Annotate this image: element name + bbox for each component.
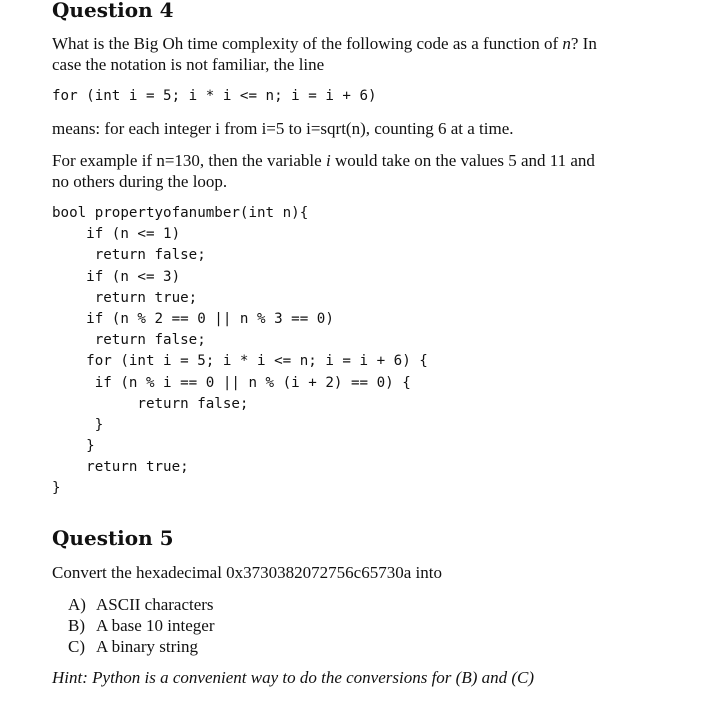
answer-option-letter: C): [68, 637, 85, 656]
answer-option-letter: B): [68, 616, 85, 635]
code-line: if (n <= 3): [52, 268, 181, 285]
answer-option: [68, 594, 215, 615]
code-line: }: [52, 416, 104, 433]
example-variable-i: i: [325, 151, 331, 170]
answer-option-text: A binary string: [96, 637, 198, 656]
question-4-intro-line-2: case the notation is not familiar, the line: [52, 55, 325, 74]
question-4-heading: Question 4: [52, 0, 174, 22]
intro-text-b: ? In: [570, 34, 597, 53]
code-line: if (n <= 1): [52, 226, 181, 243]
question-5-prompt: [52, 562, 672, 583]
code-block: [52, 203, 428, 500]
code-line: return false;: [52, 395, 249, 412]
answer-option-text: ASCII characters: [96, 595, 214, 614]
example-text-b: would take on the values 5 and 11 and: [330, 151, 595, 170]
question-5-prompt-line: Convert the hexadecimal 0x3730382072756c65730a into: [52, 563, 442, 582]
code-line: }: [52, 438, 95, 455]
means-line: means: for each integer i from i=5 to i=sqrt(n), counting 6 at a time.: [52, 119, 514, 138]
question-4-intro: [52, 33, 672, 75]
question-4-intro-line-1: [52, 33, 672, 54]
hint-text: Hint: Python is a convenient way to do the conversions for (B) and (C): [52, 668, 535, 687]
example-line-2: no others during the loop.: [52, 172, 228, 191]
answer-option: [68, 615, 215, 636]
code-line: for (int i = 5; i * i <= n; i = i + 6) {: [52, 353, 428, 370]
code-line: return true;: [52, 289, 198, 306]
example-line-1: [52, 150, 672, 171]
answer-option-letter: A): [68, 595, 86, 614]
intro-variable-n: n: [562, 34, 571, 53]
means-text: [52, 118, 672, 139]
code-line: }: [52, 480, 61, 497]
question-5-heading: Question 5: [52, 526, 174, 550]
example-text-a: For example if n=130, then the variable: [52, 151, 326, 170]
code-line: return true;: [52, 459, 189, 476]
intro-text-a: What is the Big Oh time complexity of the following code as a function of: [52, 34, 563, 53]
loop-code-line: for (int i = 5; i * i <= n; i = i + 6): [52, 88, 377, 104]
code-line: return false;: [52, 332, 206, 349]
code-line: if (n % 2 == 0 || n % 3 == 0): [52, 310, 334, 327]
example-text: [52, 150, 672, 192]
code-line: if (n % i == 0 || n % (i + 2) == 0) {: [52, 374, 411, 391]
code-line: bool propertyofanumber(int n){: [52, 205, 309, 221]
code-line: return false;: [52, 247, 206, 264]
answer-options: [68, 594, 215, 657]
answer-option: [68, 636, 215, 657]
answer-option-text: A base 10 integer: [96, 616, 215, 635]
